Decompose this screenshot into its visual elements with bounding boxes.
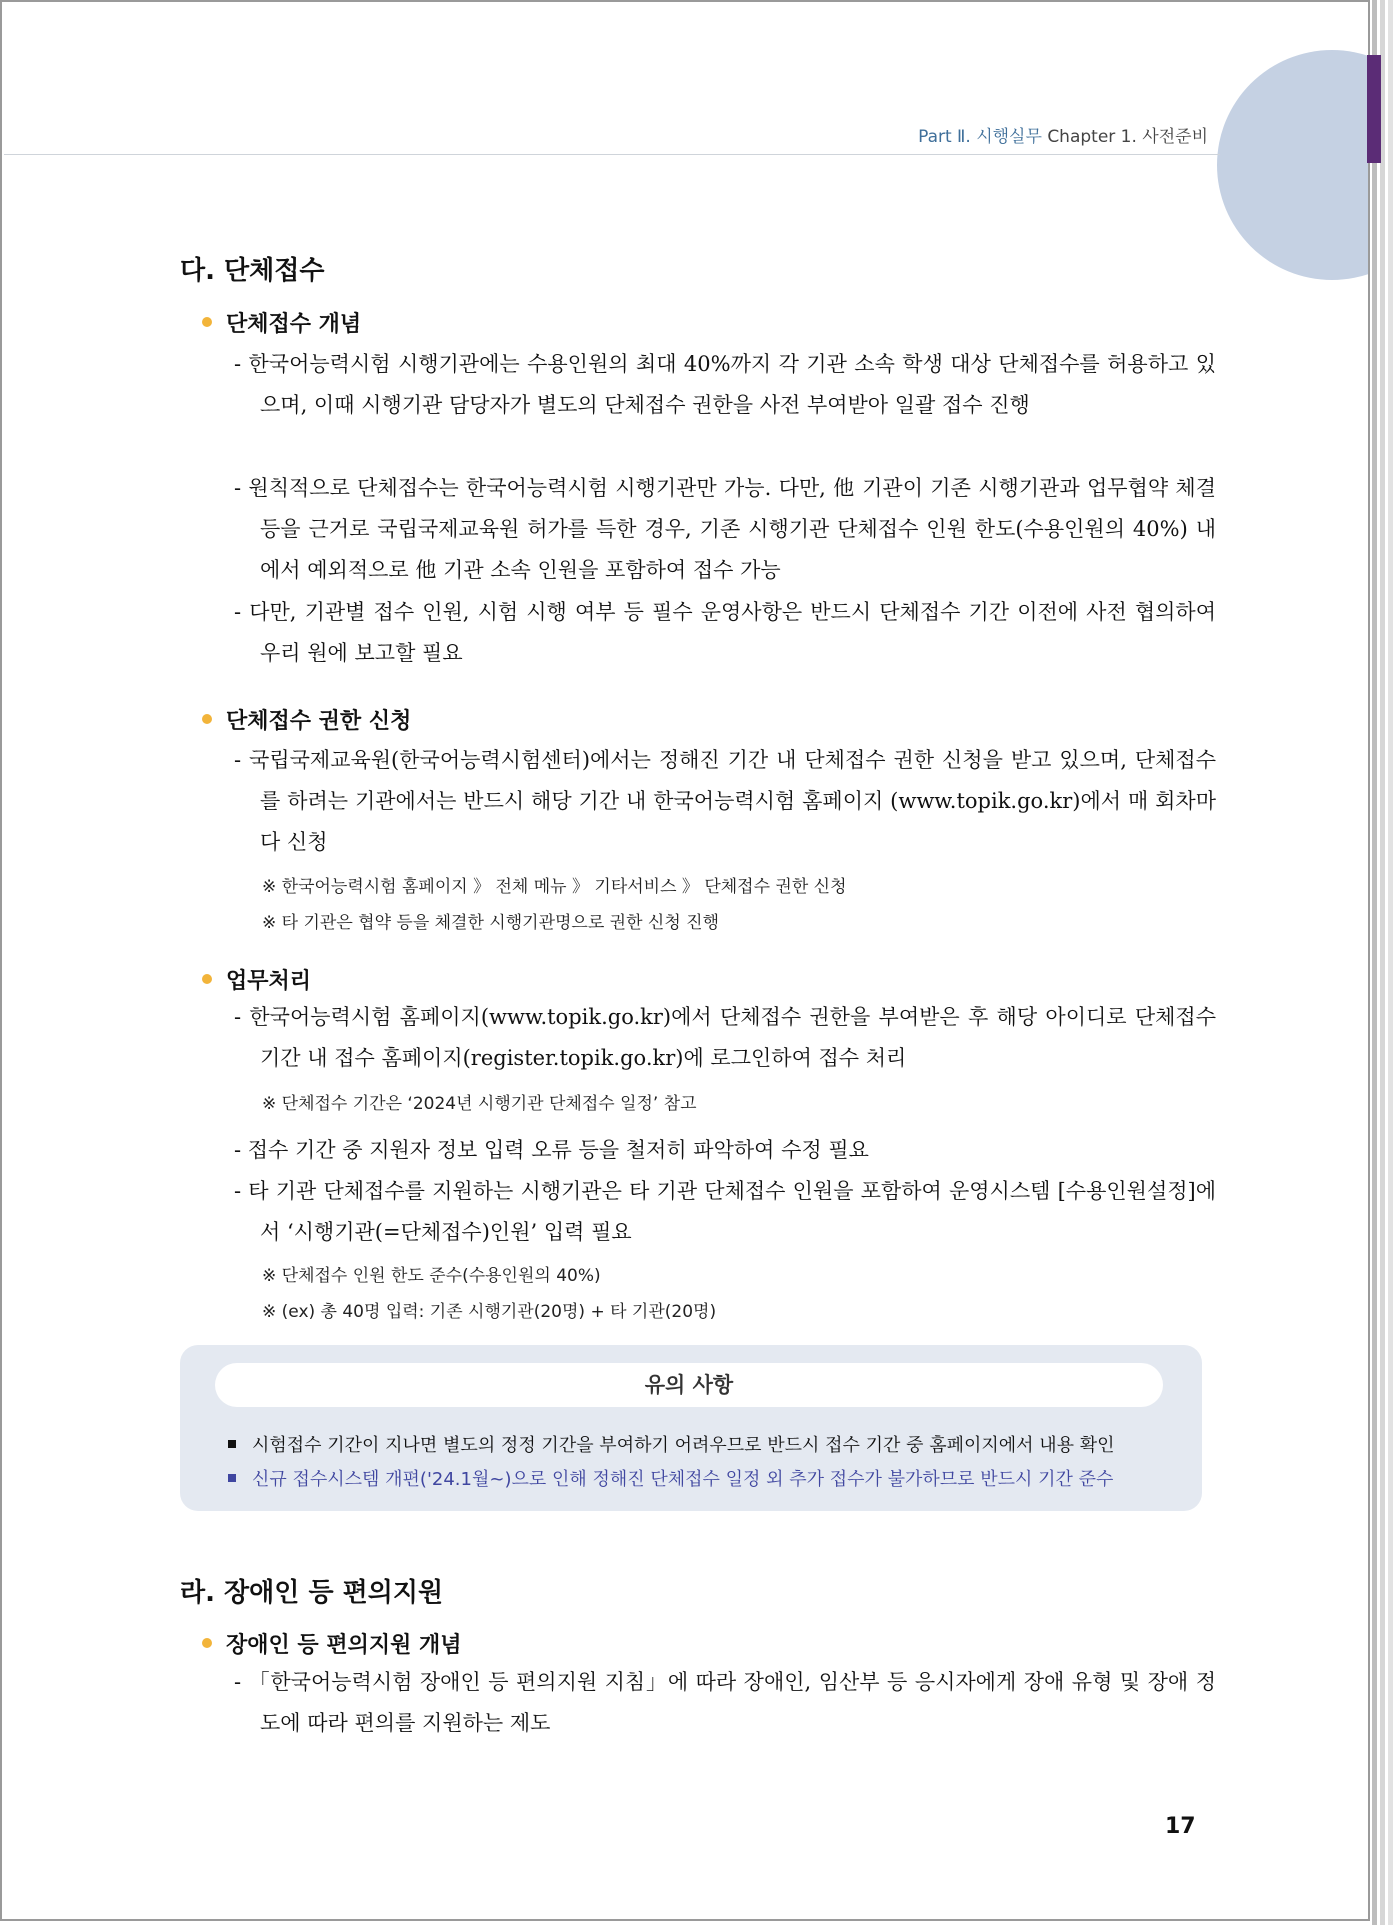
header-chapter: Chapter 1. 사전준비 [1047, 127, 1208, 147]
page-number: 17 [1165, 1814, 1196, 1839]
paragraph: - 한국어능력시험 시행기관에는 수용인원의 최대 40%까지 각 기관 소속 학생 대상 단체접수를 허용하고 있으며, 이때 시행기관 담당자가 별도의 단체접수 권한을 사전 부여받아 일괄 접수 진행 [234, 352, 1216, 417]
note: ※ 단체접수 인원 한도 준수(수용인원의 40%) [262, 1266, 601, 1286]
bullet-dot [202, 1638, 212, 1648]
square-bullet-icon [228, 1440, 236, 1448]
paragraph: - 다만, 기관별 접수 인원, 시험 시행 여부 등 필수 운영사항은 반드시 단체접수 기간 이전에 사전 협의하여 우리 원에 보고할 필요 [234, 600, 1216, 665]
note: ※ 타 기관은 협약 등을 체결한 시행기관명으로 권한 신청 진행 [262, 913, 720, 933]
section-title-disability-support: 라. 장애인 등 편의지원 [180, 1578, 444, 1608]
paragraph: - 한국어능력시험 홈페이지(www.topik.go.kr)에서 단체접수 권한을 부여받은 후 해당 아이디로 단체접수 기간 내 접수 홈페이지(register.topik.go.kr)에 로그인하여 접수 처리 [234, 1005, 1216, 1070]
paragraph: - 「한국어능력시험 장애인 등 편의지원 지침」에 따라 장애인, 임산부 등 응시자에게 장애 유형 및 장애 정도에 따라 편의를 지원하는 제도 [234, 1670, 1216, 1735]
note: ※ 한국어능력시험 홈페이지 》 전체 메뉴 》 기타서비스 》 단체접수 권한 신청 [262, 877, 847, 897]
bullet-dot [202, 974, 212, 984]
subheading-disability-concept: 장애인 등 편의지원 개념 [202, 1628, 462, 1659]
caution-item: 신규 접수시스템 개편('24.1월~)으로 인해 정해진 단체접수 일정 외 추가 접수가 불가하므로 반드시 기간 준수 [228, 1465, 1113, 1491]
paragraph: - 타 기관 단체접수를 지원하는 시행기관은 타 기관 단체접수 인원을 포함하여 운영시스템 [수용인원설정]에서 ‘시행기관(=단체접수)인원’ 입력 필요 [234, 1179, 1216, 1244]
bullet-dot [202, 714, 212, 724]
subheading-permission: 단체접수 권한 신청 [202, 704, 411, 735]
caution-item: 시험접수 기간이 지나면 별도의 정정 기간을 부여하기 어려우므로 반드시 접수 기간 중 홈페이지에서 내용 확인 [228, 1431, 1115, 1457]
chapter-tab [1367, 55, 1381, 163]
paragraph: - 접수 기간 중 지원자 정보 입력 오류 등을 철저히 파악하여 수정 필요 [234, 1138, 869, 1162]
paragraph: - 원칙적으로 단체접수는 한국어능력시험 시행기관만 가능. 다만, 他 기관이 기존 시행기관과 업무협약 체결 등을 근거로 국립국제교육원 허가를 득한 경우, 기존 시행기관 단체접수 인원 한도(수용인원의 40%) 내에서 예외적으로 他 기관 소속 인원을 포함하여 접수 가능 [234, 476, 1216, 582]
header-part: Part Ⅱ. 시행실무 [918, 127, 1042, 147]
page-stack-edge [1380, 0, 1385, 1925]
caution-title: 유의 사항 [215, 1363, 1163, 1407]
caution-box [180, 1345, 1202, 1511]
decorative-circle [1217, 50, 1370, 280]
subheading-concept: 단체접수 개념 [202, 307, 361, 338]
bullet-dot [202, 317, 212, 327]
page-stack-edge [1372, 0, 1377, 1925]
header-divider [4, 154, 1220, 155]
running-header [918, 122, 1208, 147]
square-bullet-icon [228, 1474, 236, 1482]
note: ※ 단체접수 기간은 ‘2024년 시행기관 단체접수 일정’ 참고 [262, 1094, 697, 1114]
subheading-processing: 업무처리 [202, 964, 311, 995]
page-stack-edge [1388, 0, 1393, 1925]
note: ※ (ex) 총 40명 입력: 기존 시행기관(20명) + 타 기관(20명) [262, 1302, 717, 1322]
paragraph: - 국립국제교육원(한국어능력시험센터)에서는 정해진 기간 내 단체접수 권한 신청을 받고 있으며, 단체접수를 하려는 기관에서는 반드시 해당 기간 내 한국어능력시험 홈페이지 (www.topik.go.kr)에서 매 회차마다 신청 [234, 748, 1216, 854]
section-title-group-registration: 다. 단체접수 [180, 256, 325, 286]
